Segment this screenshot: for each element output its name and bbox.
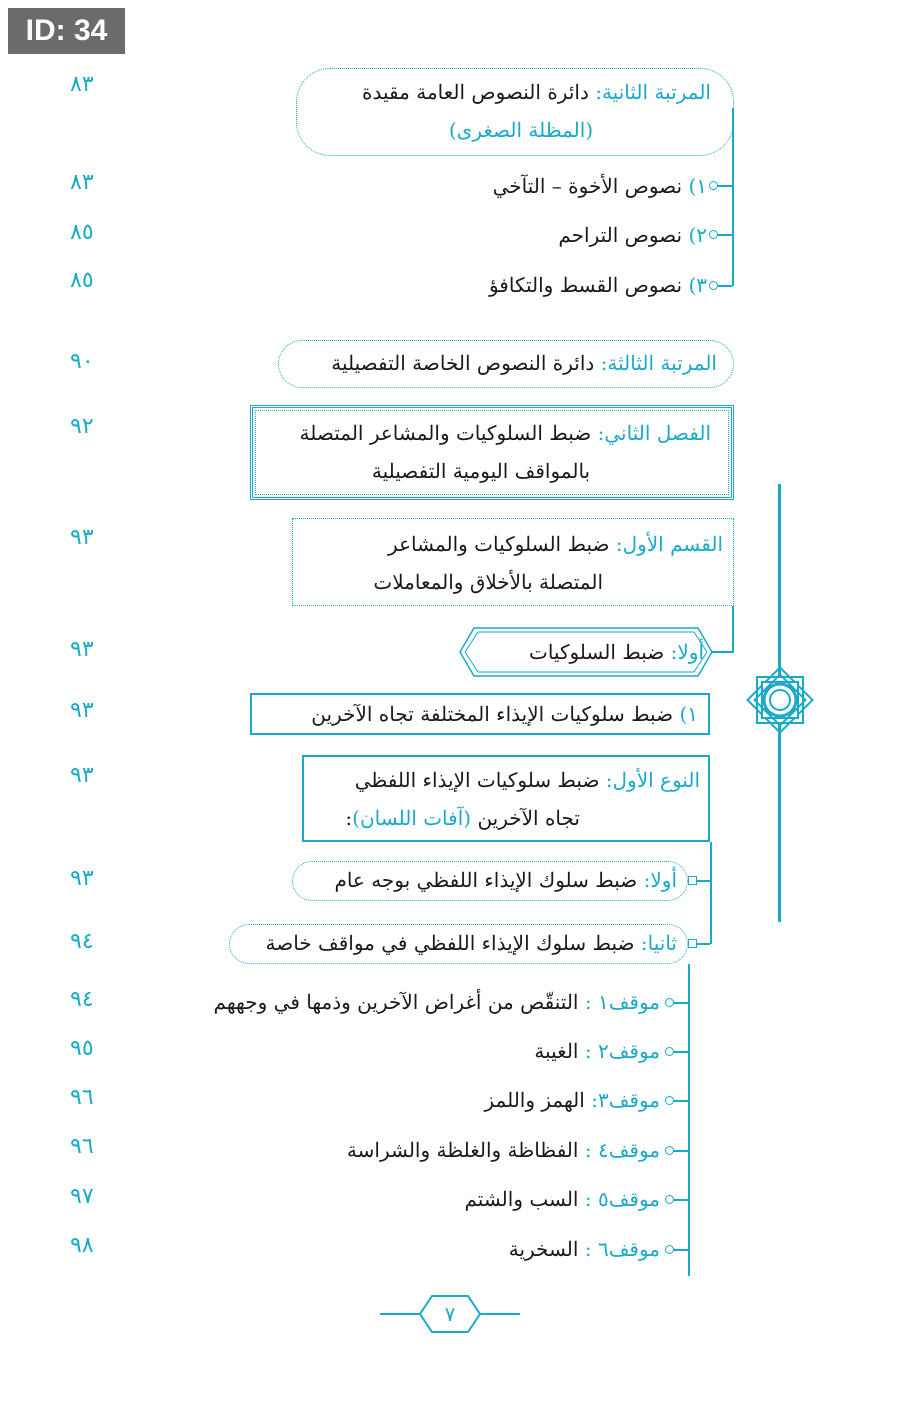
toc-entry[interactable] — [509, 1234, 660, 1264]
entry-subtitle: (المظلة الصغرى) — [448, 118, 594, 142]
tree-connector — [710, 842, 712, 944]
entry-label: المرتبة الثانية: — [595, 80, 711, 104]
entry-label: موقف٣: — [591, 1088, 660, 1112]
entry-text: ضبط سلوك الإيذاء اللفظي بوجه عام — [334, 868, 638, 892]
tree-connector — [688, 964, 690, 1276]
page-number: ٩٥ — [70, 1036, 94, 1061]
entry-label: موقف٦ : — [584, 1237, 660, 1261]
star-ornament-icon — [744, 664, 816, 736]
page-number: ٨٣ — [70, 170, 94, 195]
bullet-icon — [665, 1146, 674, 1155]
footer-page-number: ٧ — [444, 1302, 456, 1326]
entry-number: ٣) — [688, 273, 707, 297]
entry-text: الغيبة — [534, 1039, 579, 1063]
entry-label: موقف٢ : — [584, 1039, 660, 1063]
page-number: ٩٠ — [70, 349, 94, 374]
entry-label: القسم الأول: — [615, 532, 723, 556]
page-number: ٩٣ — [70, 525, 94, 550]
entry-text: ضبط سلوك الإيذاء اللفظي في مواقف خاصة — [265, 931, 635, 955]
toc-entry[interactable] — [489, 270, 707, 300]
page-number: ٩٦ — [70, 1085, 94, 1110]
tree-branch — [672, 1199, 688, 1201]
entry-text: الفظاظة والغلظة والشراسة — [346, 1138, 579, 1162]
bullet-icon — [665, 1195, 674, 1204]
page-number: ٩٧ — [70, 1184, 94, 1209]
entry-label: أولا: — [670, 640, 704, 664]
entry-text: ضبط سلوكيات الإيذاء اللفظي — [354, 768, 600, 792]
page-number: ٩٤ — [70, 929, 94, 954]
entry-text: دائرة النصوص العامة مقيدة — [362, 80, 589, 104]
toc-entry-level2[interactable] — [296, 68, 734, 156]
toc-entry-pill[interactable] — [229, 924, 688, 964]
tree-branch — [672, 1150, 688, 1152]
entry-subtitle: بالمواقف اليومية التفصيلية — [371, 459, 591, 483]
entry-label: ثانيا: — [640, 931, 677, 955]
entry-text: نصوص التراحم — [558, 223, 683, 247]
tree-branch — [672, 1100, 688, 1102]
bullet-icon — [665, 1245, 674, 1254]
bullet-icon — [665, 1047, 674, 1056]
entry-text: نصوص الأخوة – التآخي — [492, 174, 683, 198]
entry-subtitle: المتصلة بالأخلاق والمعاملات — [373, 570, 603, 594]
bullet-icon — [665, 1096, 674, 1105]
page-number: ٩٨ — [70, 1233, 94, 1258]
page-number: ٩٣ — [70, 637, 94, 662]
entry-text: : — [345, 806, 353, 830]
page-number: ٨٣ — [70, 72, 94, 97]
entry-text: تجاه الآخرين — [477, 806, 580, 830]
tree-branch — [716, 185, 732, 187]
page-number: ٩٤ — [70, 987, 94, 1012]
tree-branch — [716, 285, 732, 287]
entry-number: ٢) — [688, 223, 707, 247]
entry-number: ١) — [679, 702, 698, 726]
toc-entry[interactable] — [534, 1036, 660, 1066]
entry-label: أولا: — [643, 868, 677, 892]
entry-text: السخرية — [508, 1237, 579, 1261]
tree-branch — [672, 1051, 688, 1053]
toc-entry-topic[interactable] — [250, 693, 710, 735]
entry-text: دائرة النصوص الخاصة التفصيلية — [331, 351, 595, 375]
tree-branch — [716, 234, 732, 236]
toc-entry[interactable] — [558, 220, 707, 250]
bullet-icon — [709, 281, 718, 290]
entry-text: ضبط السلوكيات — [528, 640, 665, 664]
toc-entry-level2[interactable] — [278, 340, 734, 388]
entry-label: موقف١ : — [584, 990, 660, 1014]
page-number: ٩٣ — [70, 698, 94, 723]
entry-label: موقف٤ : — [584, 1138, 660, 1162]
entry-text: التنقّص من أغراض الآخرين وذمها في وجههم — [213, 990, 579, 1014]
bullet-icon — [688, 876, 697, 885]
page-number: ٩٦ — [70, 1134, 94, 1159]
entry-text: الهمز واللمز — [484, 1088, 585, 1112]
tree-connector — [732, 606, 734, 652]
entry-text: نصوص القسط والتكافؤ — [488, 273, 683, 297]
page-number: ٩٣ — [70, 763, 94, 788]
entry-text: ضبط سلوكيات الإيذاء المختلفة تجاه الآخرين — [311, 702, 674, 726]
toc-entry-type[interactable] — [302, 755, 710, 842]
entry-text: ضبط السلوكيات والمشاعر — [388, 532, 610, 556]
entry-number: ١) — [688, 174, 707, 198]
page-number: ٩٣ — [70, 866, 94, 891]
entry-label: المرتبة الثالثة: — [600, 351, 717, 375]
bullet-icon — [709, 181, 718, 190]
page-number: ٨٥ — [70, 268, 94, 293]
toc-entry[interactable] — [493, 171, 707, 201]
entry-text-accent: (آفات اللسان) — [352, 806, 472, 830]
toc-entry[interactable] — [464, 1184, 660, 1214]
tree-connector — [732, 108, 734, 286]
tree-branch — [672, 1002, 688, 1004]
toc-entry[interactable] — [214, 987, 660, 1017]
page-number: ٩٢ — [70, 414, 94, 439]
bullet-icon — [665, 998, 674, 1007]
entry-label: موقف٥ : — [584, 1187, 660, 1211]
entry-text: السب والشتم — [464, 1187, 579, 1211]
toc-entry-subsection[interactable] — [529, 637, 704, 667]
tree-branch — [672, 1249, 688, 1251]
toc-section[interactable] — [292, 518, 734, 606]
toc-entry[interactable] — [484, 1085, 660, 1115]
page-number: ٨٥ — [70, 220, 94, 245]
toc-entry[interactable] — [347, 1135, 660, 1165]
bullet-icon — [709, 230, 718, 239]
id-badge: ID: 34 — [8, 8, 125, 54]
toc-entry-pill[interactable] — [292, 861, 688, 901]
bullet-icon — [688, 939, 697, 948]
entry-label: النوع الأول: — [605, 768, 700, 792]
tree-branch — [712, 651, 734, 653]
entry-label: الفصل الثاني: — [597, 421, 711, 445]
toc-chapter[interactable] — [250, 405, 734, 500]
entry-text: ضبط السلوكيات والمشاعر المتصلة — [299, 421, 592, 445]
